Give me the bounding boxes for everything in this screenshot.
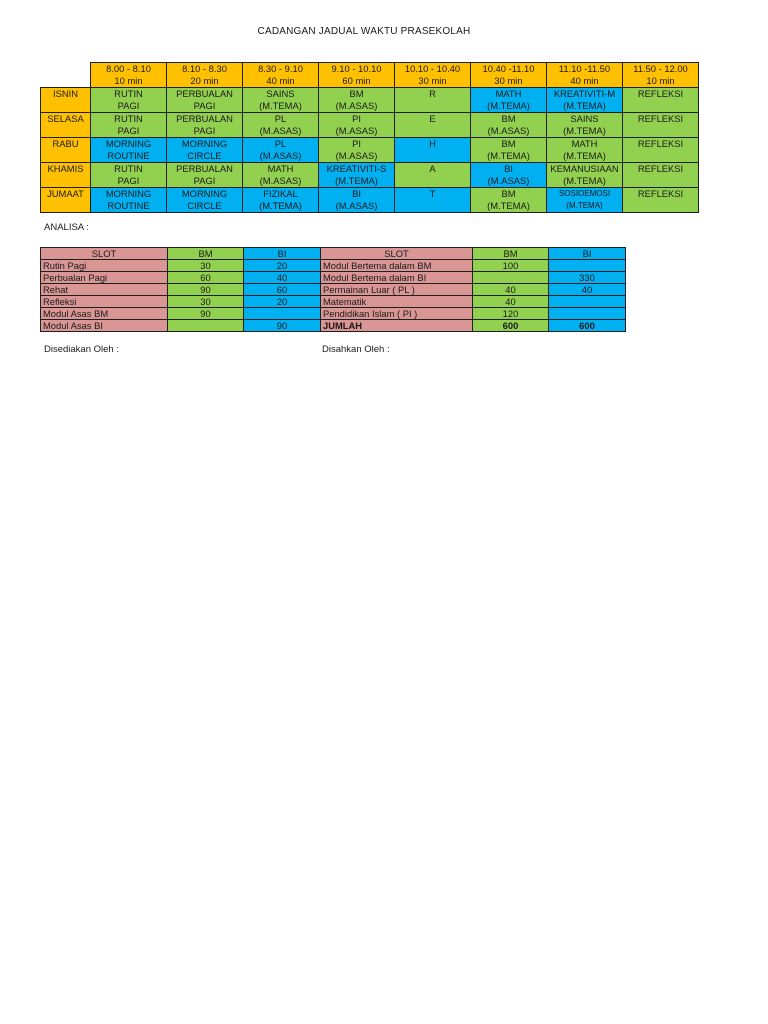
activity-module: (M.ASAS) xyxy=(259,150,302,161)
bi-minutes: 20 xyxy=(244,296,321,308)
bm-minutes: 30 xyxy=(168,260,244,272)
activity-name: RUTIN xyxy=(114,163,143,174)
header-slot: SLOT xyxy=(41,248,168,260)
analysis-label: ANALISA : xyxy=(44,222,89,233)
day-label: ISNIN xyxy=(52,88,78,99)
slot-name: Modul Bertema dalam BM xyxy=(321,260,473,272)
activity-name: RUTIN xyxy=(114,88,143,99)
slot-name: Rehat xyxy=(41,284,168,296)
bm-minutes xyxy=(473,272,549,284)
time-range: 11.10 -11.50 xyxy=(558,63,611,74)
duration: 30 min xyxy=(494,75,523,86)
activity-cell xyxy=(243,138,319,163)
activity-cell xyxy=(547,113,623,138)
activity-cell xyxy=(243,188,319,213)
activity-cell xyxy=(471,113,547,138)
activity-name: MORNING xyxy=(105,188,152,199)
activity-cell xyxy=(623,88,699,113)
analysis-row xyxy=(41,308,626,320)
duration: 40 min xyxy=(570,75,599,86)
activity-module: PAGI xyxy=(193,175,216,186)
activity-module: (M.ASAS) xyxy=(335,150,378,161)
activity-cell xyxy=(471,188,547,213)
activity-module: (M.TEMA) xyxy=(563,100,606,111)
activity-cell xyxy=(623,113,699,138)
analysis-body xyxy=(41,248,626,332)
time-slot-header xyxy=(395,63,471,88)
header-bm: BM xyxy=(473,248,549,260)
activity-module: (M.ASAS) xyxy=(335,125,378,136)
activity-module: CIRCLE xyxy=(187,200,222,211)
page-title: CADANGAN JADUAL WAKTU PRASEKOLAH xyxy=(257,26,471,37)
activity-name: REFLEKSI xyxy=(637,113,684,124)
schedule-row xyxy=(41,163,699,188)
bm-minutes: 40 xyxy=(473,296,549,308)
activity-cell xyxy=(91,113,167,138)
bm-minutes: 90 xyxy=(168,284,244,296)
bm-minutes: 90 xyxy=(168,308,244,320)
activity-name: E xyxy=(429,113,436,124)
bi-minutes: 90 xyxy=(244,320,321,332)
activity-name: BM xyxy=(349,88,364,99)
analysis-table xyxy=(40,247,626,332)
analysis-row xyxy=(41,260,626,272)
bi-minutes: 60 xyxy=(244,284,321,296)
activity-name: PI xyxy=(352,113,361,124)
slot-name: Modul Asas BI xyxy=(41,320,168,332)
time-range: 10.40 -11.10 xyxy=(482,63,535,74)
day-label: JUMAAT xyxy=(47,188,84,199)
day-label: SELASA xyxy=(47,113,84,124)
activity-cell xyxy=(319,138,395,163)
activity-name: BM xyxy=(501,113,516,124)
activity-cell xyxy=(395,188,471,213)
bi-minutes: 40 xyxy=(244,272,321,284)
time-slot-header xyxy=(319,63,395,88)
activity-name: RUTIN xyxy=(114,113,143,124)
activity-cell xyxy=(167,188,243,213)
time-slot-header xyxy=(91,63,167,88)
bi-minutes: 600 xyxy=(549,320,626,332)
activity-name: R xyxy=(429,88,436,99)
analysis-row xyxy=(41,320,626,332)
analysis-row xyxy=(41,284,626,296)
activity-name: BM xyxy=(501,188,516,199)
day-cell xyxy=(41,163,91,188)
activity-name: PERBUALAN xyxy=(176,163,233,174)
bi-minutes: 40 xyxy=(549,284,626,296)
activity-name: MATH xyxy=(495,88,522,99)
activity-name: MATH xyxy=(571,138,598,149)
activity-cell xyxy=(91,138,167,163)
schedule-row xyxy=(41,188,699,213)
activity-name: REFLEKSI xyxy=(637,163,684,174)
duration: 60 min xyxy=(342,75,371,86)
activity-cell xyxy=(319,88,395,113)
schedule-row xyxy=(41,88,699,113)
bm-minutes: 30 xyxy=(168,296,244,308)
schedule-table xyxy=(40,62,699,213)
activity-module: (M.ASAS) xyxy=(487,125,530,136)
activity-module: (M.ASAS) xyxy=(487,175,530,186)
bm-minutes: 60 xyxy=(168,272,244,284)
schedule-row xyxy=(41,138,699,163)
activity-module: (M.TEMA) xyxy=(335,175,378,186)
activity-cell xyxy=(243,163,319,188)
activity-module: (M.TEMA) xyxy=(259,200,302,211)
header-bi: BI xyxy=(549,248,626,260)
activity-cell xyxy=(623,163,699,188)
corner-cell xyxy=(41,63,91,88)
slot-name: Modul Asas BM xyxy=(41,308,168,320)
activity-module: CIRCLE xyxy=(187,150,222,161)
activity-cell xyxy=(167,113,243,138)
activity-cell xyxy=(471,88,547,113)
day-label: KHAMIS xyxy=(47,163,84,174)
day-cell xyxy=(41,113,91,138)
slot-name: Modul Bertema dalam BI xyxy=(321,272,473,284)
activity-name: BI xyxy=(352,188,361,199)
activity-module: (M.ASAS) xyxy=(259,125,302,136)
activity-module: (M.TEMA) xyxy=(487,150,530,161)
time-slot-header xyxy=(547,63,623,88)
duration: 10 min xyxy=(114,75,143,86)
activity-name: SAINS xyxy=(570,113,599,124)
bi-minutes: 20 xyxy=(244,260,321,272)
activity-cell xyxy=(547,163,623,188)
activity-module: (M.TEMA) xyxy=(259,100,302,111)
prepared-by-label: Disediakan Oleh : xyxy=(44,344,119,355)
activity-module: (M.ASAS) xyxy=(335,100,378,111)
schedule-row xyxy=(41,113,699,138)
activity-cell xyxy=(319,113,395,138)
bm-minutes: 40 xyxy=(473,284,549,296)
activity-name: MORNING xyxy=(181,188,228,199)
activity-cell xyxy=(243,113,319,138)
day-cell xyxy=(41,138,91,163)
activity-cell xyxy=(623,138,699,163)
time-range: 11.50 - 12.00 xyxy=(633,63,688,74)
bi-minutes xyxy=(549,308,626,320)
time-range: 9.10 - 10.10 xyxy=(331,63,382,74)
activity-name: PERBUALAN xyxy=(176,88,233,99)
time-slot-header xyxy=(167,63,243,88)
time-slot-header xyxy=(243,63,319,88)
time-range: 8.30 - 9.10 xyxy=(258,63,303,74)
slot-name: Matematik xyxy=(321,296,473,308)
activity-cell xyxy=(167,88,243,113)
activity-name: BI xyxy=(504,163,513,174)
analysis-row xyxy=(41,272,626,284)
slot-name: Refleksi xyxy=(41,296,168,308)
slot-name: JUMLAH xyxy=(321,320,473,332)
activity-module: (M.TEMA) xyxy=(563,175,606,186)
duration: 40 min xyxy=(266,75,295,86)
activity-cell xyxy=(547,88,623,113)
activity-module: ROUTINE xyxy=(107,150,150,161)
activity-cell xyxy=(319,163,395,188)
activity-cell xyxy=(91,163,167,188)
activity-cell xyxy=(471,163,547,188)
duration: 30 min xyxy=(418,75,447,86)
activity-cell xyxy=(623,188,699,213)
activity-cell xyxy=(91,88,167,113)
activity-name: SOSIOEMOSI xyxy=(558,189,611,198)
slot-name: Rutin Pagi xyxy=(41,260,168,272)
activity-module: (M.ASAS) xyxy=(259,175,302,186)
header-bm: BM xyxy=(168,248,244,260)
day-cell xyxy=(41,188,91,213)
activity-cell xyxy=(319,188,395,213)
day-cell xyxy=(41,88,91,113)
activity-cell xyxy=(395,113,471,138)
schedule-header-row xyxy=(41,63,699,88)
time-slot-header xyxy=(623,63,699,88)
activity-name: SAINS xyxy=(266,88,295,99)
activity-name: PL xyxy=(274,138,287,149)
analysis-row xyxy=(41,296,626,308)
bm-minutes xyxy=(168,320,244,332)
activity-name: A xyxy=(429,163,436,174)
activity-name: MATH xyxy=(267,163,294,174)
slot-name: Pendidikan Islam ( PI ) xyxy=(321,308,473,320)
header-slot: SLOT xyxy=(321,248,473,260)
slot-name: Permainan Luar ( PL ) xyxy=(321,284,473,296)
activity-module: (M.TEMA) xyxy=(566,201,603,210)
day-label: RABU xyxy=(52,138,79,149)
activity-name: H xyxy=(429,138,436,149)
bi-minutes xyxy=(244,308,321,320)
activity-cell xyxy=(395,138,471,163)
activity-module: (M.TEMA) xyxy=(487,100,530,111)
activity-module: PAGI xyxy=(117,100,140,111)
time-range: 8.10 - 8.30 xyxy=(182,63,227,74)
activity-name: T xyxy=(429,188,436,199)
bi-minutes: 330 xyxy=(549,272,626,284)
activity-name: KEMANUSIAAN xyxy=(550,163,619,174)
activity-name: KREATIVITI-S xyxy=(326,163,387,174)
activity-module: (M.ASAS) xyxy=(335,200,378,211)
activity-module: (M.TEMA) xyxy=(487,200,530,211)
slot-name: Perbualan Pagi xyxy=(41,272,168,284)
duration: 10 min xyxy=(646,75,675,86)
activity-name: PERBUALAN xyxy=(176,113,233,124)
activity-name: PL xyxy=(274,113,287,124)
duration: 20 min xyxy=(190,75,219,86)
activity-name: PI xyxy=(352,138,361,149)
activity-module: (M.TEMA) xyxy=(563,150,606,161)
activity-module: PAGI xyxy=(117,175,140,186)
activity-cell xyxy=(395,163,471,188)
activity-module: PAGI xyxy=(117,125,140,136)
analysis-header-row xyxy=(41,248,626,260)
schedule-body xyxy=(41,63,699,213)
activity-cell xyxy=(547,188,623,213)
activity-cell xyxy=(471,138,547,163)
activity-cell xyxy=(167,138,243,163)
activity-name: MORNING xyxy=(181,138,228,149)
activity-module: PAGI xyxy=(193,100,216,111)
time-range: 8.00 - 8.10 xyxy=(106,63,151,74)
activity-name: FIZIKAL xyxy=(263,188,298,199)
activity-name: REFLEKSI xyxy=(637,188,684,199)
activity-cell xyxy=(167,163,243,188)
header-bi: BI xyxy=(244,248,321,260)
activity-cell xyxy=(547,138,623,163)
time-slot-header xyxy=(471,63,547,88)
activity-module: PAGI xyxy=(193,125,216,136)
activity-name: REFLEKSI xyxy=(637,138,684,149)
bi-minutes xyxy=(549,296,626,308)
activity-name: MORNING xyxy=(105,138,152,149)
activity-name: REFLEKSI xyxy=(637,88,684,99)
activity-name: KREATIVITI-M xyxy=(553,88,616,99)
approved-by-label: Disahkan Oleh : xyxy=(322,344,390,355)
bm-minutes: 600 xyxy=(473,320,549,332)
bi-minutes xyxy=(549,260,626,272)
activity-cell xyxy=(243,88,319,113)
activity-cell xyxy=(91,188,167,213)
bm-minutes: 100 xyxy=(473,260,549,272)
activity-cell xyxy=(395,88,471,113)
bm-minutes: 120 xyxy=(473,308,549,320)
activity-name: BM xyxy=(501,138,516,149)
time-range: 10.10 - 10.40 xyxy=(404,63,461,74)
activity-module: ROUTINE xyxy=(107,200,150,211)
activity-module: (M.TEMA) xyxy=(563,125,606,136)
